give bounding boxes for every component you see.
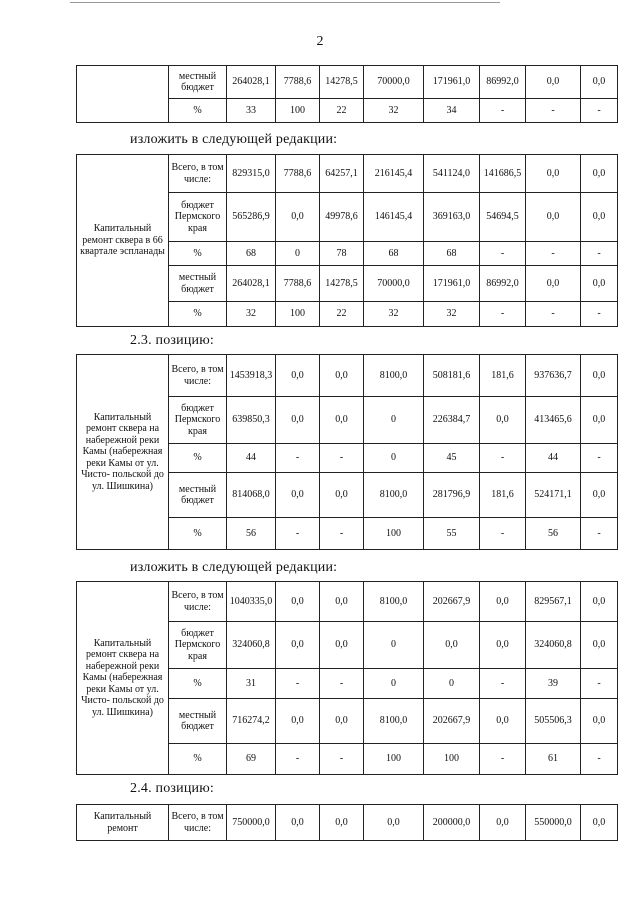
value-cell: 0 xyxy=(364,622,424,669)
value-cell: 324060,8 xyxy=(227,622,276,669)
value-cell: - xyxy=(480,518,526,550)
value-cell: - xyxy=(320,444,364,473)
value-cell: - xyxy=(581,99,618,123)
value-cell: - xyxy=(480,744,526,775)
value-cell: 0,0 xyxy=(320,397,364,444)
value-cell: 750000,0 xyxy=(227,805,276,841)
value-cell: 0,0 xyxy=(581,155,618,193)
value-cell: 32 xyxy=(364,99,424,123)
table-4-body xyxy=(77,582,618,775)
value-cell: 1040335,0 xyxy=(227,582,276,622)
value-cell: 0,0 xyxy=(526,155,581,193)
value-cell: 0,0 xyxy=(276,805,320,841)
table-5 xyxy=(76,804,618,841)
value-cell: 14278,5 xyxy=(320,266,364,302)
value-cell: 0,0 xyxy=(424,622,480,669)
value-cell: - xyxy=(581,242,618,266)
value-cell: - xyxy=(581,744,618,775)
value-cell: 7788,6 xyxy=(276,155,320,193)
value-cell: 68 xyxy=(424,242,480,266)
value-cell: 937636,7 xyxy=(526,355,581,397)
funding-source-cell: % xyxy=(169,444,227,473)
heading-position-2-3: 2.3. позицию: xyxy=(130,333,214,348)
value-cell: 31 xyxy=(227,669,276,699)
value-cell: 171961,0 xyxy=(424,66,480,99)
value-cell: - xyxy=(320,744,364,775)
funding-source-cell: местный бюджет xyxy=(169,266,227,302)
value-cell: 200000,0 xyxy=(424,805,480,841)
value-cell: 22 xyxy=(320,99,364,123)
value-cell: 7788,6 xyxy=(276,66,320,99)
object-name-cell: Капитальный ремонт сквера в 66 квартале эспланады xyxy=(77,155,169,327)
table-row xyxy=(77,355,618,397)
value-cell: 324060,8 xyxy=(526,622,581,669)
funding-source-cell: % xyxy=(169,242,227,266)
value-cell: 0,0 xyxy=(581,66,618,99)
value-cell: 14278,5 xyxy=(320,66,364,99)
table-3-body xyxy=(77,355,618,550)
value-cell: 0,0 xyxy=(480,622,526,669)
value-cell: 0 xyxy=(364,444,424,473)
value-cell: 829315,0 xyxy=(227,155,276,193)
value-cell: - xyxy=(276,518,320,550)
value-cell: 0,0 xyxy=(581,699,618,744)
value-cell: 814068,0 xyxy=(227,473,276,518)
value-cell: 0,0 xyxy=(581,622,618,669)
value-cell: 0,0 xyxy=(526,193,581,242)
value-cell: 32 xyxy=(227,302,276,327)
value-cell: 0,0 xyxy=(581,805,618,841)
table-row xyxy=(77,582,618,622)
value-cell: - xyxy=(320,518,364,550)
value-cell: 0,0 xyxy=(526,66,581,99)
value-cell: 146145,4 xyxy=(364,193,424,242)
value-cell: - xyxy=(581,669,618,699)
value-cell: 0,0 xyxy=(480,582,526,622)
value-cell: 56 xyxy=(227,518,276,550)
value-cell: 64257,1 xyxy=(320,155,364,193)
heading-new-edition-1: изложить в следующей редакции: xyxy=(130,132,338,147)
value-cell: 78 xyxy=(320,242,364,266)
value-cell: 39 xyxy=(526,669,581,699)
value-cell: 8100,0 xyxy=(364,699,424,744)
value-cell: 0,0 xyxy=(276,397,320,444)
funding-source-cell: % xyxy=(169,518,227,550)
value-cell: - xyxy=(526,242,581,266)
value-cell: 1453918,3 xyxy=(227,355,276,397)
value-cell: 281796,9 xyxy=(424,473,480,518)
table-4 xyxy=(76,581,618,775)
table-2-body xyxy=(77,155,618,327)
value-cell: 565286,9 xyxy=(227,193,276,242)
value-cell: 55 xyxy=(424,518,480,550)
funding-source-cell: Всего, в том числе: xyxy=(169,155,227,193)
value-cell: 8100,0 xyxy=(364,582,424,622)
value-cell: - xyxy=(480,242,526,266)
value-cell: - xyxy=(480,99,526,123)
value-cell: 264028,1 xyxy=(227,266,276,302)
value-cell: 0 xyxy=(276,242,320,266)
value-cell: 541124,0 xyxy=(424,155,480,193)
value-cell: - xyxy=(581,302,618,327)
value-cell: 524171,1 xyxy=(526,473,581,518)
page-number: 2 xyxy=(316,34,324,49)
value-cell: 0,0 xyxy=(320,355,364,397)
object-name-cell: Капитальный ремонт сквера на набережной реки Камы (набережная реки Камы от ул. Чисто- польской до ул. Шишкина) xyxy=(77,582,169,775)
value-cell: - xyxy=(276,444,320,473)
value-cell: 86992,0 xyxy=(480,66,526,99)
value-cell: 171961,0 xyxy=(424,266,480,302)
value-cell: 0,0 xyxy=(581,473,618,518)
value-cell: - xyxy=(526,302,581,327)
value-cell: 0,0 xyxy=(480,397,526,444)
value-cell: 264028,1 xyxy=(227,66,276,99)
value-cell: 33 xyxy=(227,99,276,123)
heading-new-edition-2: изложить в следующей редакции: xyxy=(130,560,338,575)
object-name-cell: Капитальный ремонт сквера на набережной реки Камы (набережная реки Камы от ул. Чисто- польской до ул. Шишкина) xyxy=(77,355,169,550)
value-cell: - xyxy=(276,744,320,775)
value-cell: 226384,7 xyxy=(424,397,480,444)
funding-source-cell: бюджет Пермского края xyxy=(169,193,227,242)
value-cell: 0,0 xyxy=(320,582,364,622)
value-cell: 0,0 xyxy=(276,699,320,744)
funding-source-cell: % xyxy=(169,99,227,123)
value-cell: 413465,6 xyxy=(526,397,581,444)
funding-source-cell: бюджет Пермского края xyxy=(169,622,227,669)
value-cell: 716274,2 xyxy=(227,699,276,744)
top-rule xyxy=(70,2,500,3)
value-cell: 216145,4 xyxy=(364,155,424,193)
value-cell: 829567,1 xyxy=(526,582,581,622)
table-5-body xyxy=(77,805,618,841)
value-cell: 68 xyxy=(227,242,276,266)
value-cell: 0,0 xyxy=(581,266,618,302)
value-cell: - xyxy=(581,444,618,473)
value-cell: 100 xyxy=(364,744,424,775)
value-cell: 8100,0 xyxy=(364,355,424,397)
value-cell: - xyxy=(480,669,526,699)
value-cell: 86992,0 xyxy=(480,266,526,302)
value-cell: 508181,6 xyxy=(424,355,480,397)
value-cell: 56 xyxy=(526,518,581,550)
value-cell: - xyxy=(320,669,364,699)
value-cell: 202667,9 xyxy=(424,699,480,744)
value-cell: 61 xyxy=(526,744,581,775)
table-1-body xyxy=(77,66,618,123)
funding-source-cell: % xyxy=(169,744,227,775)
value-cell: 0,0 xyxy=(276,473,320,518)
value-cell: 0,0 xyxy=(480,699,526,744)
funding-source-cell: % xyxy=(169,302,227,327)
table-row xyxy=(77,155,618,193)
value-cell: 369163,0 xyxy=(424,193,480,242)
funding-source-cell: % xyxy=(169,669,227,699)
value-cell: 68 xyxy=(364,242,424,266)
value-cell: 54694,5 xyxy=(480,193,526,242)
table-2 xyxy=(76,154,618,327)
value-cell: 181,6 xyxy=(480,473,526,518)
value-cell: 639850,3 xyxy=(227,397,276,444)
value-cell: 100 xyxy=(364,518,424,550)
value-cell: 44 xyxy=(227,444,276,473)
funding-source-cell: Всего, в том числе: xyxy=(169,582,227,622)
value-cell: 550000,0 xyxy=(526,805,581,841)
table-row xyxy=(77,805,618,841)
value-cell: 70000,0 xyxy=(364,266,424,302)
value-cell: 0,0 xyxy=(276,622,320,669)
funding-source-cell: местный бюджет xyxy=(169,66,227,99)
value-cell: 7788,6 xyxy=(276,266,320,302)
value-cell: 0,0 xyxy=(526,266,581,302)
value-cell: 44 xyxy=(526,444,581,473)
funding-source-cell: Всего, в том числе: xyxy=(169,355,227,397)
value-cell: 100 xyxy=(424,744,480,775)
value-cell: 0,0 xyxy=(276,193,320,242)
value-cell: 505506,3 xyxy=(526,699,581,744)
value-cell: 0 xyxy=(424,669,480,699)
value-cell: - xyxy=(276,669,320,699)
value-cell: 45 xyxy=(424,444,480,473)
table-3 xyxy=(76,354,618,550)
value-cell: 32 xyxy=(424,302,480,327)
value-cell: 0,0 xyxy=(581,582,618,622)
value-cell: 181,6 xyxy=(480,355,526,397)
value-cell: 0 xyxy=(364,397,424,444)
funding-source-cell: местный бюджет xyxy=(169,473,227,518)
funding-source-cell: бюджет Пермского края xyxy=(169,397,227,444)
value-cell: 32 xyxy=(364,302,424,327)
value-cell: 0,0 xyxy=(320,805,364,841)
value-cell: 202667,9 xyxy=(424,582,480,622)
value-cell: - xyxy=(480,302,526,327)
value-cell: 0,0 xyxy=(480,805,526,841)
value-cell: - xyxy=(526,99,581,123)
value-cell: - xyxy=(581,518,618,550)
table-1 xyxy=(76,65,618,123)
value-cell: 0,0 xyxy=(581,397,618,444)
value-cell: 0,0 xyxy=(320,473,364,518)
object-name-cell xyxy=(77,66,169,123)
funding-source-cell: местный бюджет xyxy=(169,699,227,744)
value-cell: 0,0 xyxy=(320,622,364,669)
value-cell: 0 xyxy=(364,669,424,699)
value-cell: 0,0 xyxy=(320,699,364,744)
value-cell: 70000,0 xyxy=(364,66,424,99)
value-cell: 34 xyxy=(424,99,480,123)
value-cell: 22 xyxy=(320,302,364,327)
value-cell: 0,0 xyxy=(364,805,424,841)
funding-source-cell: Всего, в том числе: xyxy=(169,805,227,841)
object-name-cell: Капитальный ремонт xyxy=(77,805,169,841)
table-row xyxy=(77,66,618,99)
value-cell: 8100,0 xyxy=(364,473,424,518)
value-cell: 141686,5 xyxy=(480,155,526,193)
value-cell: 100 xyxy=(276,302,320,327)
value-cell: 0,0 xyxy=(581,355,618,397)
value-cell: 0,0 xyxy=(581,193,618,242)
value-cell: 100 xyxy=(276,99,320,123)
heading-position-2-4: 2.4. позицию: xyxy=(130,781,214,796)
value-cell: - xyxy=(480,444,526,473)
value-cell: 69 xyxy=(227,744,276,775)
value-cell: 0,0 xyxy=(276,582,320,622)
value-cell: 49978,6 xyxy=(320,193,364,242)
value-cell: 0,0 xyxy=(276,355,320,397)
